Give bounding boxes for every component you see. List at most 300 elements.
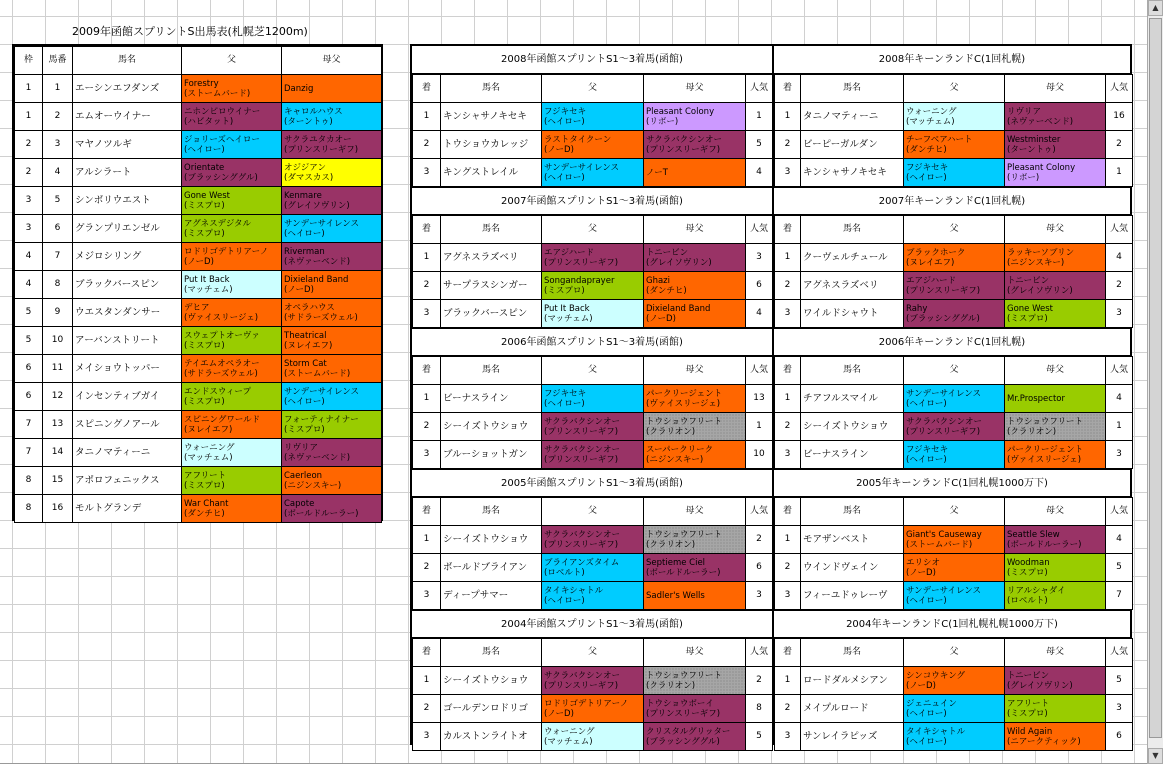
broodmare-sire-cell[interactable] <box>282 187 382 215</box>
sire-cell[interactable] <box>542 131 644 159</box>
finish-position-cell[interactable]: 2 <box>413 413 441 441</box>
result-header-cell[interactable]: 母父 <box>1005 216 1106 244</box>
broodmare-sire-cell[interactable] <box>1005 723 1106 751</box>
umaban-cell[interactable]: 7 <box>43 243 73 271</box>
waku-cell[interactable]: 5 <box>15 327 43 355</box>
result-header-cell[interactable]: 父 <box>542 357 644 385</box>
result-header-cell[interactable]: 人気 <box>746 639 773 667</box>
popularity-cell[interactable]: 1 <box>1106 413 1133 441</box>
result-header-cell[interactable]: 着 <box>413 498 441 526</box>
popularity-cell[interactable]: 13 <box>746 385 773 413</box>
sire-cell[interactable] <box>904 667 1005 695</box>
broodmare-sire-cell-line: Woodman <box>1007 557 1050 568</box>
umaban-cell[interactable]: 8 <box>43 271 73 299</box>
sire-cell[interactable] <box>182 271 282 299</box>
popularity-cell[interactable]: 3 <box>1106 441 1133 469</box>
vertical-scrollbar[interactable] <box>1147 0 1163 764</box>
horse-name-cell[interactable]: ビーナスライン <box>801 441 904 469</box>
horse-name-cell[interactable]: エムオーウイナー <box>73 103 182 131</box>
umaban-cell[interactable]: 6 <box>43 215 73 243</box>
broodmare-sire-cell[interactable] <box>282 327 382 355</box>
waku-cell[interactable]: 2 <box>15 131 43 159</box>
sire-cell[interactable] <box>542 300 644 328</box>
result-header-cell[interactable]: 着 <box>775 75 801 103</box>
horse-name-cell[interactable]: ビーピーガルダン <box>801 131 904 159</box>
finish-position-cell[interactable]: 1 <box>775 244 801 272</box>
finish-position-cell[interactable]: 2 <box>775 131 801 159</box>
sire-cell[interactable] <box>542 695 644 723</box>
result-header-cell[interactable]: 母父 <box>1005 75 1106 103</box>
horse-name-cell[interactable]: ウインドヴェイン <box>801 554 904 582</box>
result-header-cell[interactable]: 人気 <box>746 357 773 385</box>
horse-name-cell[interactable]: キンシャサノキセキ <box>801 159 904 187</box>
broodmare-sire-cell-line: (グレイソヴリン) <box>646 257 712 268</box>
popularity-cell[interactable]: 8 <box>746 695 773 723</box>
sire-cell[interactable] <box>182 327 282 355</box>
scroll-up-arrow-icon[interactable]: ▲ <box>1148 0 1163 16</box>
horse-name-cell[interactable]: シンボリウエスト <box>73 187 182 215</box>
sire-cell-line: (プリンスリーギフ) <box>906 426 981 437</box>
sire-cell-line: (ヘイロー) <box>544 398 585 409</box>
popularity-cell[interactable]: 4 <box>746 300 773 328</box>
popularity-cell[interactable]: 1 <box>746 103 773 131</box>
umaban-cell[interactable]: 1 <box>43 75 73 103</box>
broodmare-sire-cell[interactable] <box>1005 385 1106 413</box>
sire-cell[interactable] <box>542 385 644 413</box>
sire-cell[interactable] <box>182 467 282 495</box>
broodmare-sire-cell[interactable] <box>644 103 746 131</box>
broodmare-sire-cell[interactable] <box>644 554 746 582</box>
finish-position-cell[interactable]: 3 <box>413 300 441 328</box>
result-header-cell[interactable]: 人気 <box>746 498 773 526</box>
finish-position-cell[interactable]: 2 <box>775 413 801 441</box>
umaban-cell[interactable]: 16 <box>43 495 73 523</box>
broodmare-sire-cell[interactable] <box>1005 159 1106 187</box>
sire-cell[interactable] <box>182 131 282 159</box>
horse-name-cell[interactable]: ボールドブライアン <box>441 554 542 582</box>
result-header-cell[interactable]: 父 <box>904 216 1005 244</box>
sire-cell[interactable] <box>542 413 644 441</box>
sire-cell[interactable] <box>542 582 644 610</box>
popularity-cell[interactable]: 6 <box>746 554 773 582</box>
broodmare-sire-cell[interactable] <box>644 413 746 441</box>
horse-name-cell[interactable]: シーイズトウショウ <box>441 526 542 554</box>
broodmare-sire-cell[interactable] <box>282 75 382 103</box>
broodmare-sire-cell[interactable] <box>1005 272 1106 300</box>
result-header-cell[interactable]: 父 <box>542 639 644 667</box>
broodmare-sire-cell[interactable] <box>644 723 746 751</box>
result-header-cell[interactable]: 人気 <box>1106 498 1133 526</box>
sire-cell[interactable] <box>904 159 1005 187</box>
sire-cell[interactable] <box>182 159 282 187</box>
popularity-cell[interactable]: 7 <box>1106 582 1133 610</box>
broodmare-sire-cell[interactable] <box>1005 103 1106 131</box>
result-header-cell[interactable]: 着 <box>775 498 801 526</box>
waku-cell[interactable]: 5 <box>15 299 43 327</box>
finish-position-cell[interactable]: 3 <box>413 441 441 469</box>
result-header-cell[interactable]: 父 <box>904 498 1005 526</box>
horse-name-cell[interactable]: タニノマティーニ <box>801 103 904 131</box>
finish-position-cell[interactable]: 2 <box>775 272 801 300</box>
entry-header-cell[interactable]: 母父 <box>282 47 382 75</box>
result-header-cell[interactable]: 人気 <box>746 216 773 244</box>
waku-cell[interactable]: 7 <box>15 439 43 467</box>
result-header-cell[interactable]: 父 <box>542 498 644 526</box>
broodmare-sire-cell[interactable] <box>644 385 746 413</box>
entry-header-cell[interactable]: 枠 <box>15 47 43 75</box>
sire-cell[interactable] <box>904 272 1005 300</box>
result-header-cell[interactable]: 母父 <box>644 498 746 526</box>
broodmare-sire-cell[interactable] <box>282 439 382 467</box>
horse-name-cell[interactable]: メイプルロード <box>801 695 904 723</box>
waku-cell[interactable]: 4 <box>15 243 43 271</box>
result-header-cell[interactable]: 人気 <box>1106 357 1133 385</box>
sire-cell[interactable] <box>542 554 644 582</box>
result-header-cell[interactable]: 馬名 <box>441 75 542 103</box>
finish-position-cell[interactable]: 3 <box>413 159 441 187</box>
broodmare-sire-cell[interactable] <box>1005 441 1106 469</box>
horse-name-cell[interactable]: タニノマティーニ <box>73 439 182 467</box>
waku-cell[interactable]: 3 <box>15 215 43 243</box>
umaban-cell[interactable]: 4 <box>43 159 73 187</box>
umaban-cell[interactable]: 2 <box>43 103 73 131</box>
sire-cell[interactable] <box>904 385 1005 413</box>
broodmare-sire-cell[interactable] <box>282 271 382 299</box>
sire-cell[interactable] <box>182 439 282 467</box>
broodmare-sire-cell[interactable] <box>644 272 746 300</box>
horse-name-cell[interactable]: アグネスラズベリ <box>441 244 542 272</box>
sire-cell[interactable] <box>904 526 1005 554</box>
result-header-cell[interactable]: 人気 <box>1106 639 1133 667</box>
finish-position-cell[interactable]: 1 <box>413 103 441 131</box>
scrollbar-thumb[interactable] <box>1149 18 1162 738</box>
broodmare-sire-cell[interactable] <box>282 215 382 243</box>
horse-name-cell[interactable]: ブラックバースピン <box>441 300 542 328</box>
horse-name-cell[interactable]: アグネスラズベリ <box>801 272 904 300</box>
sire-cell[interactable] <box>182 495 282 523</box>
finish-position-cell[interactable]: 1 <box>413 526 441 554</box>
umaban-cell[interactable]: 3 <box>43 131 73 159</box>
popularity-cell[interactable]: 10 <box>746 441 773 469</box>
finish-position-cell[interactable]: 2 <box>413 695 441 723</box>
broodmare-sire-cell[interactable] <box>1005 582 1106 610</box>
finish-position-cell[interactable]: 1 <box>413 385 441 413</box>
horse-name-cell[interactable]: シーイズトウショウ <box>441 413 542 441</box>
umaban-cell[interactable]: 5 <box>43 187 73 215</box>
horse-name-cell[interactable]: シーイズトウショウ <box>441 667 542 695</box>
horse-name-cell[interactable]: マヤノツルギ <box>73 131 182 159</box>
popularity-cell[interactable]: 1 <box>1106 159 1133 187</box>
sire-cell[interactable] <box>904 300 1005 328</box>
popularity-cell[interactable]: 1 <box>746 413 773 441</box>
popularity-cell[interactable]: 5 <box>746 723 773 751</box>
result-header-cell[interactable]: 馬名 <box>801 75 904 103</box>
broodmare-sire-cell[interactable] <box>644 667 746 695</box>
horse-name-cell[interactable]: キングストレイル <box>441 159 542 187</box>
umaban-cell[interactable]: 10 <box>43 327 73 355</box>
waku-cell[interactable]: 1 <box>15 75 43 103</box>
horse-name-cell[interactable]: ロードダルメシアン <box>801 667 904 695</box>
sire-cell[interactable] <box>182 103 282 131</box>
broodmare-sire-cell[interactable] <box>282 159 382 187</box>
result-header-cell[interactable]: 着 <box>413 639 441 667</box>
sire-cell[interactable] <box>542 526 644 554</box>
broodmare-sire-cell-line: トウショウフリート <box>646 416 722 427</box>
finish-position-cell[interactable]: 2 <box>413 131 441 159</box>
popularity-cell[interactable]: 3 <box>746 244 773 272</box>
sire-cell[interactable] <box>904 244 1005 272</box>
broodmare-sire-cell[interactable] <box>282 411 382 439</box>
result-header-cell[interactable]: 着 <box>413 75 441 103</box>
finish-position-cell[interactable]: 3 <box>775 723 801 751</box>
finish-position-cell[interactable]: 2 <box>413 272 441 300</box>
horse-name-cell[interactable]: ビーナスライン <box>441 385 542 413</box>
popularity-cell[interactable]: 5 <box>1106 554 1133 582</box>
popularity-cell[interactable]: 2 <box>1106 272 1133 300</box>
result-header-cell[interactable]: 着 <box>413 216 441 244</box>
horse-name-cell[interactable]: メジロシリング <box>73 243 182 271</box>
sire-cell[interactable] <box>182 411 282 439</box>
broodmare-sire-cell[interactable] <box>644 300 746 328</box>
broodmare-sire-cell[interactable] <box>282 355 382 383</box>
popularity-cell[interactable]: 3 <box>1106 300 1133 328</box>
waku-cell[interactable]: 6 <box>15 383 43 411</box>
broodmare-sire-cell[interactable] <box>1005 554 1106 582</box>
entry-header-cell[interactable]: 馬名 <box>73 47 182 75</box>
finish-position-cell[interactable]: 3 <box>775 582 801 610</box>
horse-name-cell[interactable]: アポロフェニックス <box>73 467 182 495</box>
sire-cell[interactable] <box>182 187 282 215</box>
finish-position-cell[interactable]: 2 <box>775 554 801 582</box>
result-header-cell[interactable]: 着 <box>775 357 801 385</box>
horse-name-cell[interactable]: スピニングノアール <box>73 411 182 439</box>
horse-name-cell[interactable]: サープラスシンガー <box>441 272 542 300</box>
finish-position-cell[interactable]: 3 <box>413 582 441 610</box>
race-result-table <box>412 215 773 328</box>
waku-cell[interactable]: 1 <box>15 103 43 131</box>
result-header-cell[interactable]: 馬名 <box>441 498 542 526</box>
finish-position-cell[interactable]: 1 <box>775 667 801 695</box>
sire-cell[interactable] <box>542 723 644 751</box>
horse-name-cell[interactable]: トウショウカレッジ <box>441 131 542 159</box>
result-header-cell[interactable]: 父 <box>904 639 1005 667</box>
broodmare-sire-cell[interactable] <box>1005 131 1106 159</box>
finish-position-cell[interactable]: 1 <box>413 244 441 272</box>
entry-header-cell[interactable]: 馬番 <box>43 47 73 75</box>
popularity-cell[interactable]: 4 <box>746 159 773 187</box>
popularity-cell[interactable]: 4 <box>1106 244 1133 272</box>
broodmare-sire-cell[interactable] <box>644 582 746 610</box>
horse-name-cell[interactable]: カルストンライトオ <box>441 723 542 751</box>
result-header-cell[interactable]: 父 <box>542 75 644 103</box>
broodmare-sire-cell[interactable] <box>1005 526 1106 554</box>
result-header-cell[interactable]: 馬名 <box>441 216 542 244</box>
popularity-cell[interactable]: 2 <box>1106 131 1133 159</box>
broodmare-sire-cell[interactable] <box>1005 667 1106 695</box>
waku-cell[interactable]: 6 <box>15 355 43 383</box>
result-header-cell[interactable]: 馬名 <box>801 216 904 244</box>
umaban-cell[interactable]: 12 <box>43 383 73 411</box>
sire-cell[interactable] <box>542 103 644 131</box>
broodmare-sire-cell[interactable] <box>1005 413 1106 441</box>
popularity-cell[interactable]: 3 <box>746 582 773 610</box>
umaban-cell[interactable]: 9 <box>43 299 73 327</box>
entry-header-cell[interactable]: 父 <box>182 47 282 75</box>
popularity-cell[interactable]: 2 <box>746 526 773 554</box>
broodmare-sire-cell[interactable] <box>644 695 746 723</box>
finish-position-cell[interactable]: 1 <box>775 526 801 554</box>
broodmare-sire-cell[interactable] <box>282 467 382 495</box>
broodmare-sire-cell[interactable] <box>1005 300 1106 328</box>
popularity-cell[interactable]: 3 <box>1106 695 1133 723</box>
popularity-cell[interactable]: 2 <box>746 667 773 695</box>
finish-position-cell[interactable]: 1 <box>413 667 441 695</box>
horse-name-cell[interactable]: ブラックバースピン <box>73 271 182 299</box>
waku-cell[interactable]: 8 <box>15 467 43 495</box>
horse-name-cell[interactable]: モアザンベスト <box>801 526 904 554</box>
finish-position-cell[interactable]: 2 <box>413 554 441 582</box>
sire-cell[interactable] <box>182 215 282 243</box>
sire-cell[interactable] <box>182 383 282 411</box>
sire-cell[interactable] <box>182 355 282 383</box>
broodmare-sire-cell[interactable] <box>282 103 382 131</box>
broodmare-sire-cell[interactable] <box>1005 244 1106 272</box>
result-header-cell[interactable]: 馬名 <box>801 357 904 385</box>
result-header-cell[interactable]: 馬名 <box>801 498 904 526</box>
waku-cell[interactable]: 3 <box>15 187 43 215</box>
sire-cell[interactable] <box>904 695 1005 723</box>
umaban-cell[interactable]: 13 <box>43 411 73 439</box>
result-header-cell[interactable]: 母父 <box>644 639 746 667</box>
sire-cell[interactable] <box>542 272 644 300</box>
finish-position-cell[interactable]: 2 <box>775 695 801 723</box>
sire-cell[interactable] <box>904 103 1005 131</box>
sire-cell[interactable] <box>182 299 282 327</box>
horse-name-cell[interactable]: ゴールデンロドリゴ <box>441 695 542 723</box>
broodmare-sire-cell-line: サンデーサイレンス <box>284 386 360 397</box>
umaban-cell[interactable]: 14 <box>43 439 73 467</box>
sire-cell[interactable] <box>182 75 282 103</box>
finish-position-cell[interactable]: 1 <box>775 385 801 413</box>
broodmare-sire-cell[interactable] <box>644 159 746 187</box>
result-header-cell[interactable]: 馬名 <box>801 639 904 667</box>
horse-name-cell[interactable]: エーシンエフダンズ <box>73 75 182 103</box>
horse-name-cell[interactable]: メイショウトッパー <box>73 355 182 383</box>
result-header-cell[interactable]: 母父 <box>644 216 746 244</box>
race-title: 2006年キーンランドC(1回札幌) <box>774 328 1130 356</box>
result-header-cell[interactable]: 馬名 <box>441 639 542 667</box>
umaban-cell[interactable]: 15 <box>43 467 73 495</box>
result-row <box>775 385 1133 413</box>
result-header-cell[interactable]: 母父 <box>1005 639 1106 667</box>
sire-cell[interactable] <box>904 582 1005 610</box>
horse-name-cell[interactable]: チアフルスマイル <box>801 385 904 413</box>
broodmare-sire-cell[interactable] <box>282 131 382 159</box>
broodmare-sire-cell[interactable] <box>644 131 746 159</box>
result-header-cell[interactable]: 人気 <box>1106 75 1133 103</box>
horse-name-cell[interactable]: モルトグランデ <box>73 495 182 523</box>
result-header-cell[interactable]: 母父 <box>1005 498 1106 526</box>
horse-name-cell[interactable]: サンレイラピッズ <box>801 723 904 751</box>
result-header-cell[interactable]: 父 <box>542 216 644 244</box>
horse-name-cell[interactable]: クーヴェルチュール <box>801 244 904 272</box>
result-header-cell[interactable]: 馬名 <box>441 357 542 385</box>
popularity-cell[interactable]: 6 <box>1106 723 1133 751</box>
broodmare-sire-cell[interactable] <box>644 441 746 469</box>
finish-position-cell[interactable]: 3 <box>775 300 801 328</box>
broodmare-sire-cell[interactable] <box>644 244 746 272</box>
horse-name-cell[interactable]: ウエスタンダンサー <box>73 299 182 327</box>
popularity-cell[interactable]: 5 <box>746 131 773 159</box>
horse-name-cell[interactable]: グランプリエンゼル <box>73 215 182 243</box>
result-header-cell[interactable]: 人気 <box>1106 216 1133 244</box>
horse-name-cell[interactable]: ブルーショットガン <box>441 441 542 469</box>
broodmare-sire-cell[interactable] <box>644 526 746 554</box>
broodmare-sire-cell[interactable] <box>1005 695 1106 723</box>
popularity-cell[interactable]: 16 <box>1106 103 1133 131</box>
finish-position-cell[interactable]: 3 <box>775 159 801 187</box>
sire-cell[interactable] <box>182 243 282 271</box>
result-header-cell[interactable]: 母父 <box>644 75 746 103</box>
broodmare-sire-cell[interactable] <box>282 495 382 523</box>
sire-cell[interactable] <box>542 159 644 187</box>
waku-cell[interactable]: 4 <box>15 271 43 299</box>
horse-name-cell[interactable]: シーイズトウショウ <box>801 413 904 441</box>
popularity-cell[interactable]: 4 <box>1106 385 1133 413</box>
sire-cell[interactable] <box>904 723 1005 751</box>
broodmare-sire-cell[interactable] <box>282 383 382 411</box>
horse-name-cell[interactable]: インセンティブガイ <box>73 383 182 411</box>
broodmare-sire-cell[interactable] <box>282 299 382 327</box>
waku-cell[interactable]: 7 <box>15 411 43 439</box>
result-header-cell[interactable]: 着 <box>775 216 801 244</box>
result-header-cell[interactable]: 父 <box>904 357 1005 385</box>
popularity-cell[interactable]: 4 <box>1106 526 1133 554</box>
result-header-cell[interactable]: 着 <box>775 639 801 667</box>
horse-name-cell[interactable]: ディープサマー <box>441 582 542 610</box>
result-header-cell[interactable]: 母父 <box>644 357 746 385</box>
horse-name-cell[interactable]: キンシャサノキセキ <box>441 103 542 131</box>
umaban-cell[interactable]: 11 <box>43 355 73 383</box>
finish-position-cell[interactable]: 1 <box>775 103 801 131</box>
finish-position-cell[interactable]: 3 <box>775 441 801 469</box>
sire-cell[interactable] <box>542 441 644 469</box>
horse-name-cell[interactable]: フィーユドゥレーヴ <box>801 582 904 610</box>
sire-cell[interactable] <box>542 667 644 695</box>
sire-cell[interactable] <box>904 441 1005 469</box>
horse-name-cell[interactable]: アルシラート <box>73 159 182 187</box>
result-header-cell[interactable]: 母父 <box>1005 357 1106 385</box>
broodmare-sire-cell-line: トニービン <box>1007 275 1050 286</box>
popularity-cell[interactable]: 6 <box>746 272 773 300</box>
finish-position-cell[interactable]: 3 <box>413 723 441 751</box>
result-header-cell[interactable]: 父 <box>904 75 1005 103</box>
result-header-cell[interactable]: 着 <box>413 357 441 385</box>
sire-cell[interactable] <box>904 554 1005 582</box>
waku-cell[interactable]: 8 <box>15 495 43 523</box>
sire-cell[interactable] <box>904 131 1005 159</box>
scroll-down-arrow-icon[interactable]: ▼ <box>1148 748 1163 764</box>
sire-cell-line: サクラバクシンオー <box>544 416 620 427</box>
result-header-cell[interactable]: 人気 <box>746 75 773 103</box>
horse-name-cell[interactable]: ワイルドシャウト <box>801 300 904 328</box>
sire-cell[interactable] <box>904 413 1005 441</box>
waku-cell[interactable]: 2 <box>15 159 43 187</box>
horse-name-cell[interactable]: アーバンストリート <box>73 327 182 355</box>
popularity-cell[interactable]: 5 <box>1106 667 1133 695</box>
broodmare-sire-cell[interactable] <box>282 243 382 271</box>
sire-cell[interactable] <box>542 244 644 272</box>
